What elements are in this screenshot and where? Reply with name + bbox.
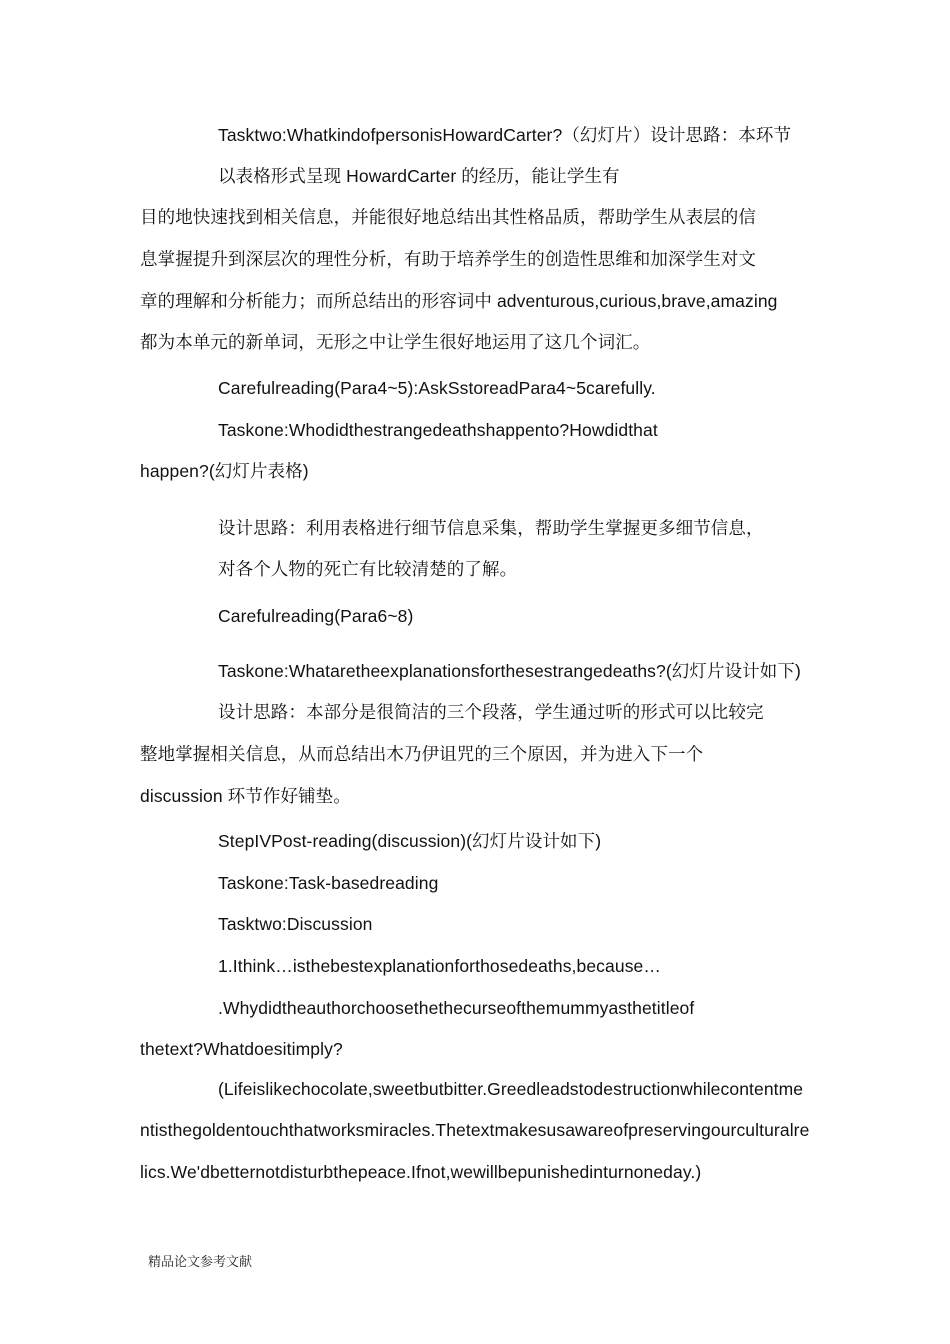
- text-line: 目的地快速找到相关信息，并能很好地总结出其性格品质，帮助学生从表层的信: [140, 207, 756, 227]
- text-line: 以表格形式呈现 HowardCarter 的经历，能让学生有: [218, 166, 620, 186]
- text-line: .Whydidtheauthorchoosethethecurseofthemummyasthetitleof: [218, 998, 695, 1018]
- text-line: 都为本单元的新单词，无形之中让学生很好地运用了这几个词汇。: [140, 332, 651, 352]
- text-line: discussion 环节作好铺垫。: [140, 786, 351, 806]
- text-line: thetext?Whatdoesitimply?: [140, 1039, 343, 1059]
- text-line: happen?(幻灯片表格): [140, 461, 309, 481]
- text-line: 整地掌握相关信息，从而总结出木乃伊诅咒的三个原因，并为进入下一个: [140, 744, 704, 764]
- text-line: StepIVPost-reading(discussion)(幻灯片设计如下): [218, 831, 602, 851]
- text-line: (Lifeislikechocolate,sweetbutbitter.Greedleadstodestructionwhilecontentme: [218, 1079, 804, 1099]
- text-line: Taskone:Whataretheexplanationsforthesestrangedeaths?(幻灯片设计如下): [218, 661, 801, 681]
- text-line: Carefulreading(Para4~5):AskSstoreadPara4~5carefully.: [218, 378, 656, 398]
- page-footer: 精品论文参考文献: [148, 1255, 253, 1270]
- text-line: lics.We'dbetternotdisturbthepeace.Ifnot,wewillbepunishedinturnoneday.): [140, 1162, 702, 1182]
- text-line: 设计思路：本部分是很简洁的三个段落，学生通过听的形式可以比较完: [218, 702, 764, 722]
- text-line: Taskone:Task-basedreading: [218, 873, 439, 893]
- text-line: Tasktwo:Discussion: [218, 914, 373, 934]
- text-line: 息掌握提升到深层次的理性分析，有助于培养学生的创造性思维和加深学生对文: [140, 249, 756, 269]
- text-line: 设计思路：利用表格进行细节信息采集，帮助学生掌握更多细节信息，: [218, 518, 764, 538]
- text-line: ntisthegoldentouchthatworksmiracles.Thetextmakesusawareofpreservingourculturalre: [140, 1120, 810, 1140]
- text-line: Carefulreading(Para6~8): [218, 606, 414, 626]
- text-line: Taskone:Whodidthestrangedeathshappento?Howdidthat: [218, 420, 658, 440]
- text-line: 1.Ithink…isthebestexplanationforthosedeaths,because…: [218, 956, 661, 976]
- text-line: 对各个人物的死亡有比较清楚的了解。: [218, 559, 518, 579]
- text-line: Tasktwo:WhatkindofpersonisHowardCarter?（幻灯片）设计思路：本环节: [218, 125, 792, 145]
- text-line: 章的理解和分析能力；而所总结出的形容词中 adventurous,curious,brave,amazing: [140, 291, 778, 311]
